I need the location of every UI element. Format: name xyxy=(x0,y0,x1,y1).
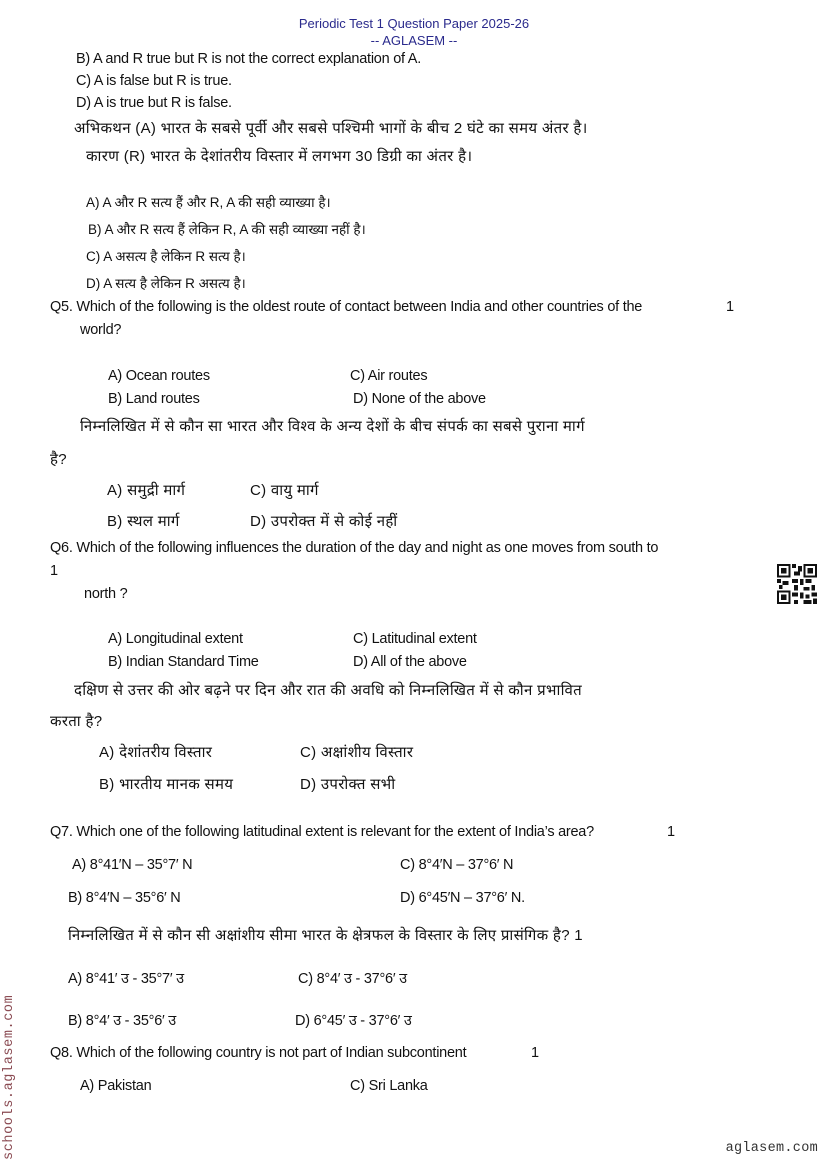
q4-option-d-hi: D) A सत्य है लेकिन R असत्य है। xyxy=(86,276,246,291)
q4-option-a-hi: A) A और R सत्य हैं और R, A की सही व्याख्या है। xyxy=(86,195,331,210)
page-header-subtitle: -- AGLASEM -- xyxy=(370,33,458,48)
q7-option-a: A) 8°41′N – 35°7′ N xyxy=(72,857,193,873)
q5-question-line1: Q5. Which of the following is the oldest route of contact between India and other countries of the xyxy=(50,299,643,315)
q7-option-a-hi: A) 8°41′ उ - 35°7′ उ xyxy=(68,971,184,987)
q5-option-b: B) Land routes xyxy=(108,391,200,407)
q6-question-line2: north ? xyxy=(84,586,128,602)
q5-option-c-hi: C) वायु मार्ग xyxy=(250,482,319,499)
q6-option-b-hi: B) भारतीय मानक समय xyxy=(99,776,234,793)
q4-option-b-hi: B) A और R सत्य हैं लेकिन R, A की सही व्याख्या नहीं है। xyxy=(88,222,366,237)
q6-option-d-hi: D) उपरोक्त सभी xyxy=(300,776,396,793)
q4-option-d-en: D) A is true but R is false. xyxy=(76,95,232,111)
q5-option-d: D) None of the above xyxy=(353,391,486,407)
q5-question-line2: world? xyxy=(80,322,122,338)
q5-marks: 1 xyxy=(726,299,734,315)
q7-option-d-hi: D) 6°45′ उ - 37°6′ उ xyxy=(295,1013,412,1029)
q7-marks: 1 xyxy=(667,824,675,840)
q7-option-b-hi: B) 8°4′ उ - 35°6′ उ xyxy=(68,1013,176,1029)
q6-option-b: B) Indian Standard Time xyxy=(108,654,259,670)
q6-question-hi-line2: करता है? xyxy=(50,713,103,730)
q5-question-hi-line2: है? xyxy=(50,451,67,468)
q8-option-a: A) Pakistan xyxy=(80,1078,152,1094)
q8-marks: 1 xyxy=(531,1045,539,1061)
q7-option-c-hi: C) 8°4′ उ - 37°6′ उ xyxy=(298,971,407,987)
q4-assertion-hi: अभिकथन (A) भारत के सबसे पूर्वी और सबसे पश्चिमी भागों के बीच 2 घंटे का समय अंतर है। xyxy=(74,120,588,137)
q7-question-hi-line1: निम्नलिखित में से कौन सी अक्षांशीय सीमा भारत के क्षेत्रफल के विस्तार के लिए प्रासंगिक है? 1 xyxy=(68,927,583,944)
q5-option-a-hi: A) समुद्री मार्ग xyxy=(107,482,186,499)
q4-option-c-en: C) A is false but R is true. xyxy=(76,73,232,89)
side-watermark: schools.aglasem.com xyxy=(2,994,17,1160)
q4-option-b-en: B) A and R true but R is not the correct explanation of A. xyxy=(76,51,421,67)
q6-question-line1: Q6. Which of the following influences the duration of the day and night as one moves from south to xyxy=(50,540,659,556)
qr-code-icon[interactable] xyxy=(777,564,817,604)
bottom-watermark: aglasem.com xyxy=(725,1141,818,1156)
q6-marks: 1 xyxy=(50,563,58,579)
q8-option-c: C) Sri Lanka xyxy=(350,1078,428,1094)
q4-option-c-hi: C) A असत्य है लेकिन R सत्य है। xyxy=(86,249,246,264)
q7-option-b: B) 8°4′N – 35°6′ N xyxy=(68,890,181,906)
q7-option-c: C) 8°4′N – 37°6′ N xyxy=(400,857,514,873)
q4-reason-hi: कारण (R) भारत के देशांतरीय विस्तार में लगभग 30 डिग्री का अंतर है। xyxy=(86,148,473,165)
q6-question-hi-line1: दक्षिण से उत्तर की ओर बढ़ने पर दिन और रात की अवधि को निम्नलिखित में से कौन प्रभावित xyxy=(74,682,583,699)
q5-option-d-hi: D) उपरोक्त में से कोई नहीं xyxy=(250,513,398,530)
q6-option-d: D) All of the above xyxy=(353,654,467,670)
q5-option-c: C) Air routes xyxy=(350,368,428,384)
q7-question-line1: Q7. Which one of the following latitudinal extent is relevant for the extent of India’s area? xyxy=(50,824,594,840)
q5-question-hi-line1: निम्नलिखित में से कौन सा भारत और विश्व के अन्य देशों के बीच संपर्क का सबसे पुराना मार्ग xyxy=(80,418,585,435)
q5-option-a: A) Ocean routes xyxy=(108,368,210,384)
page-header-title: Periodic Test 1 Question Paper 2025-26 xyxy=(298,16,530,31)
q8-question-line1: Q8. Which of the following country is not part of Indian subcontinent xyxy=(50,1045,467,1061)
q6-option-a: A) Longitudinal extent xyxy=(108,631,243,647)
q5-option-b-hi: B) स्थल मार्ग xyxy=(107,513,180,530)
q6-option-c-hi: C) अक्षांशीय विस्तार xyxy=(300,744,414,761)
q7-option-d: D) 6°45′N – 37°6′ N. xyxy=(400,890,525,906)
q6-option-a-hi: A) देशांतरीय विस्तार xyxy=(99,744,213,761)
q6-option-c: C) Latitudinal extent xyxy=(353,631,477,647)
